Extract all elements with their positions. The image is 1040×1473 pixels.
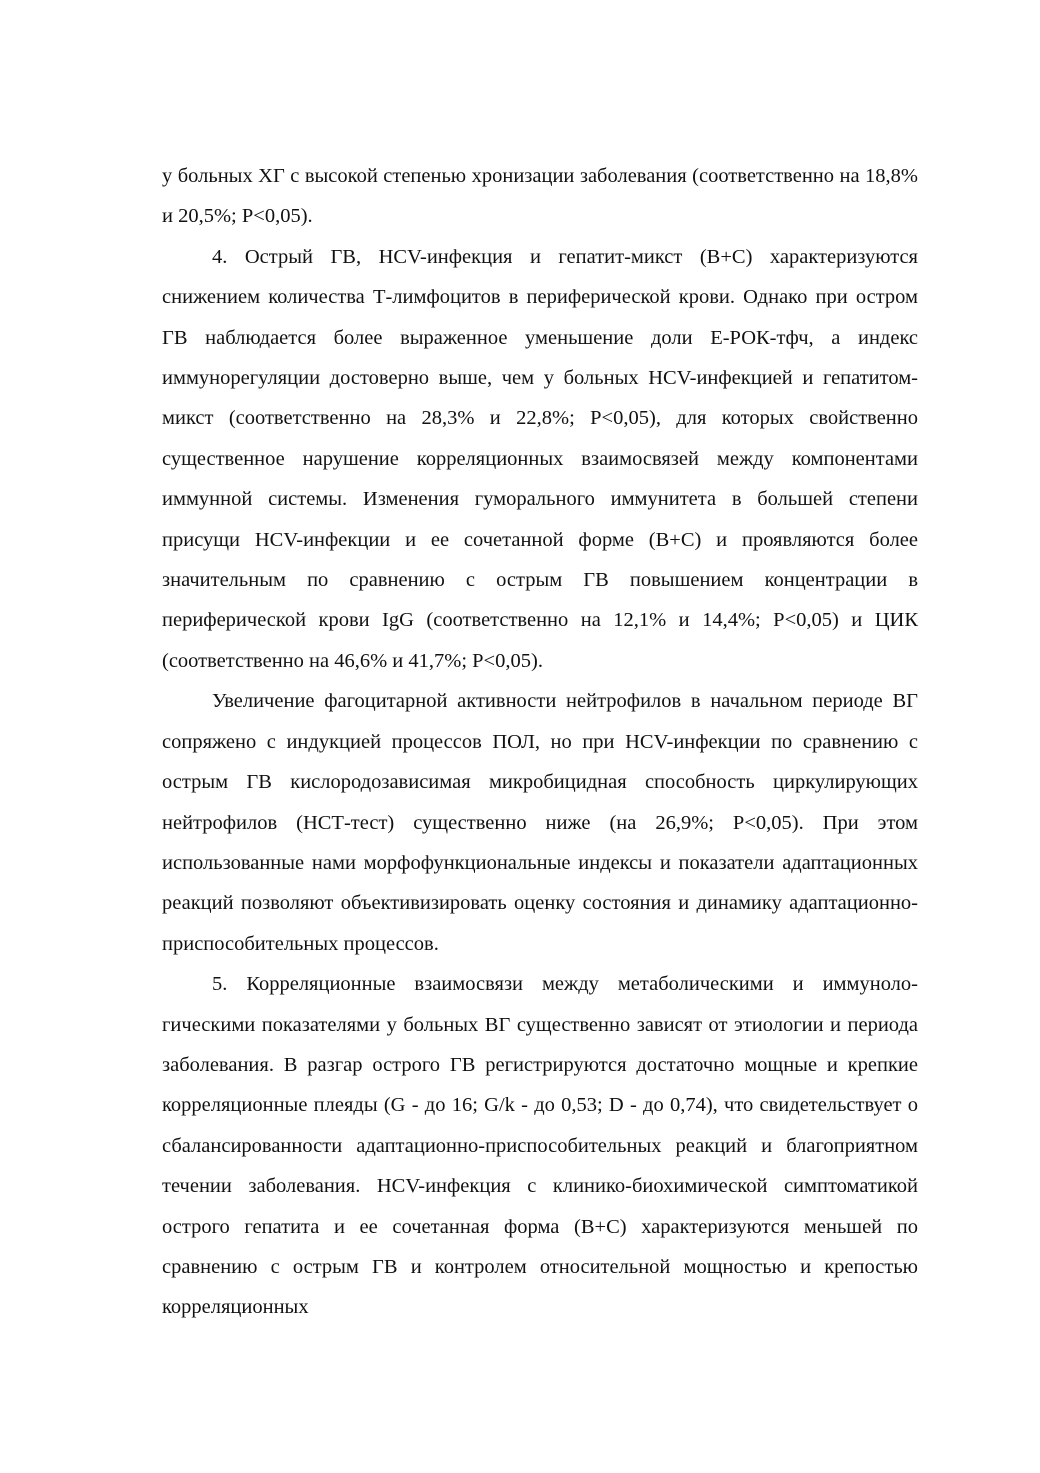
paragraph-2: 4. Острый ГВ, HCV-инфекция и гепатит-микст (В+С) характеризуются снижением количества Т-лимфоцитов в периферической крови. Однако при остром ГВ наблюдается более выраженное уменьшение доли Е-РОК-тфч, а индекс иммунорегуляции достоверно выше, чем у больных HCV-инфекцией и гепатитом-микст (соответственно на 28,3% и 22,8%; P<0,05), для которых свойственно существенное нарушение корреляционных взаимосвязей между компонентами иммунной системы. Изменения гуморального иммунитета в большей степени присущи HCV-инфекции и ее сочетанной форме (В+С) и проявляются более значительным по сравнению с острым ГВ повышением концентрации в периферической крови IgG (соответственно на 12,1% и 14,4%; P<0,05) и ЦИК (соответственно на 46,6% и 41,7%; P<0,05). — [162, 245, 918, 672]
document-body — [162, 156, 918, 1328]
paragraph-1: у больных ХГ с высокой степенью хронизации заболевания (соответственно на 18,8% и 20,5%; P<0,05). — [162, 165, 918, 228]
paragraph-3: Увеличение фагоцитарной активности нейтрофилов в начальном периоде ВГ сопряжено с индукцией процессов ПОЛ, но при HCV-инфекции по сравнению с острым ГВ кислородозависимая микробицидная способность циркулирующих нейтрофилов (НСТ-тест) существенно ниже (на 26,9%; P<0,05). При этом использованные нами морфофункциональные индексы и показатели адаптационных реакций позволяют объективизировать оценку состояния и динамику адаптационно-приспособительных процессов. — [162, 690, 918, 955]
paragraph-4: 5. Корреляционные взаимосвязи между метаболическими и иммунологическими показателями у больных ВГ существенно зависят от этиологии и периода заболевания. В разгар острого ГВ регистрируются достаточно мощные и крепкие корреляционные плеяды (G - до 16; G/k - до 0,53; D - до 0,74), что свидетельствует о сбалансированности адаптационно-приспособительных реакций и благоприятном течении заболевания. HCV-инфекция с клинико-биохимической симптоматикой острого гепатита и ее сочетанная форма (В+С) характеризуются меньшей по сравнению с острым ГВ и контролем относительной мощностью и крепостью корреляционных — [162, 973, 918, 1319]
